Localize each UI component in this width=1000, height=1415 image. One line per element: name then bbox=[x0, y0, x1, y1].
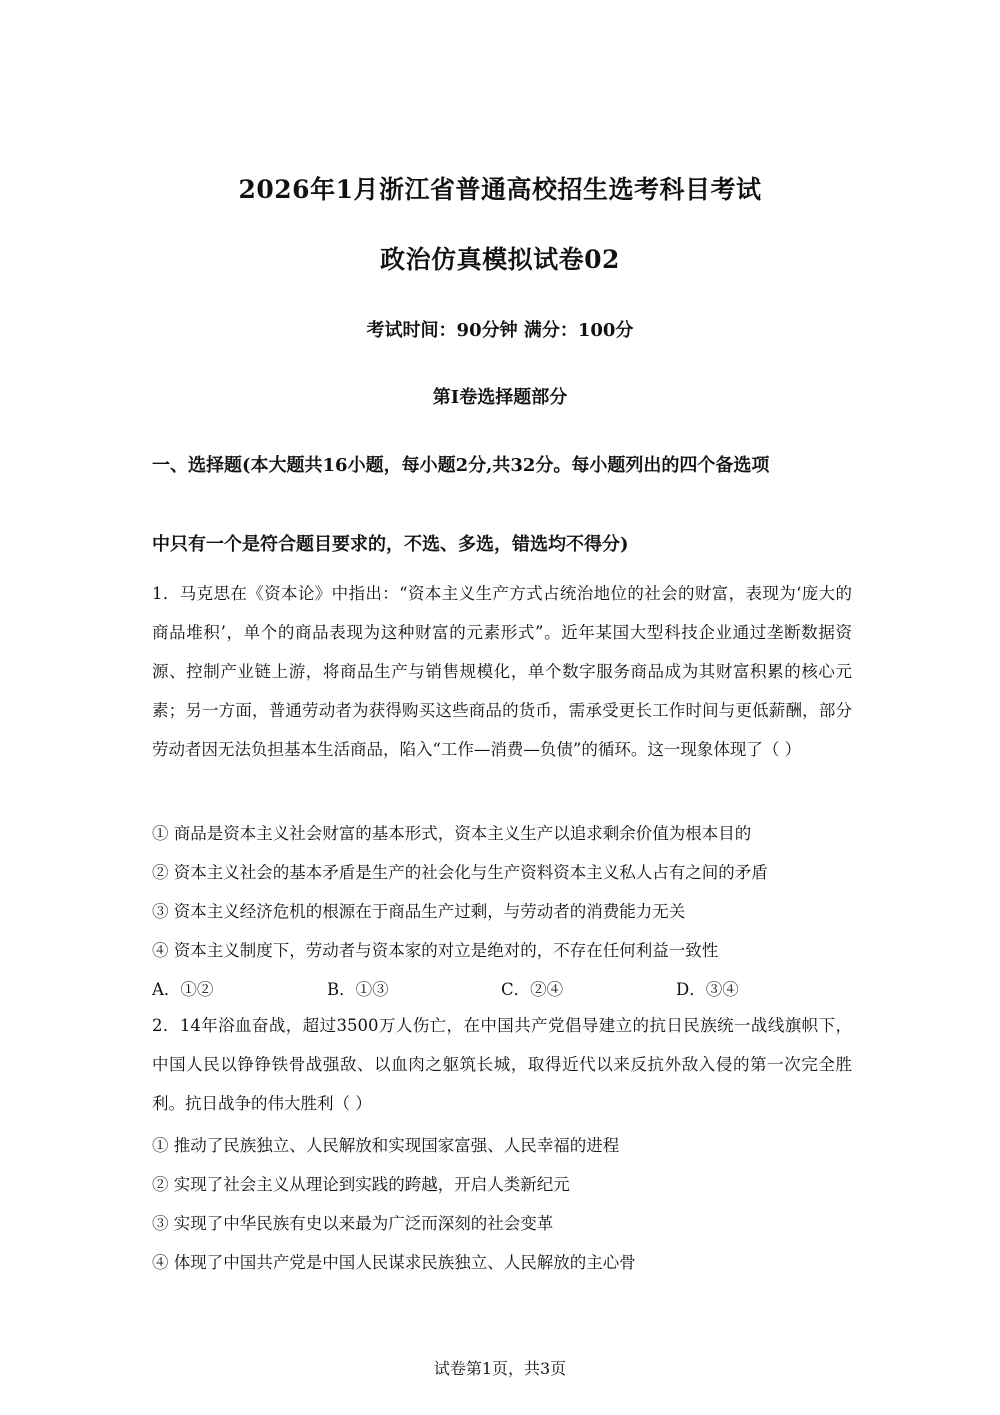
question-2-stem: 2．14年浴血奋战，超过3500万人伤亡，在中国共产党倡导建立的抗日民族统一战线旗帜下，中国人民以铮铮铁骨战强敌、以血肉之躯筑长城，取得近代以来反抗外敌入侵的第一次完全胜利。抗日战争的伟大胜利（ ） bbox=[152, 1016, 852, 1113]
question-1-option-1: ① 商品是资本主义社会财富的基本形式，资本主义生产以追求剩余价值为根本目的 bbox=[152, 824, 752, 843]
question-1-choice-d: D．③④ bbox=[676, 980, 739, 999]
exam-title: 2026年1月浙江省普通高校招生选考科目考试 bbox=[238, 175, 762, 204]
question-1-choice-a: A．①② bbox=[152, 980, 214, 999]
question-1-option-3: ③ 资本主义经济危机的根源在于商品生产过剩，与劳动者的消费能力无关 bbox=[152, 902, 686, 921]
exam-subtitle: 政治仿真模拟试卷02 bbox=[380, 245, 620, 274]
exam-time-info: 考试时间：90分钟 满分：100分 bbox=[366, 320, 634, 341]
question-1-choice-b: B．①③ bbox=[327, 980, 389, 999]
volume-label: 第Ⅰ卷选择题部分 bbox=[432, 387, 568, 408]
question-2-option-2: ② 实现了社会主义从理论到实践的跨越，开启人类新纪元 bbox=[152, 1175, 570, 1194]
question-2-option-3: ③ 实现了中华民族有史以来最为广泛而深刻的社会变革 bbox=[152, 1214, 554, 1233]
question-1-choice-c: C．②④ bbox=[501, 980, 564, 999]
question-1-stem: 1．马克思在《资本论》中指出：“资本主义生产方式占统治地位的社会的财富，表现为‘庞大的商品堆积’，单个的商品表现为这种财富的元素形式”。近年某国大型科技企业通过垄断数据资源、控制产业链上游，将商品生产与销售规模化，单个数字服务商品成为其财富积累的核心元素；另一方面，普通劳动者为获得购买这些商品的货币，需承受更长工作时间与更低薪酬，部分劳动者因无法负担基本生活商品，陷入“工作—消费—负债”的循环。这一现象体现了（ ） bbox=[152, 584, 852, 759]
question-1-option-4: ④ 资本主义制度下，劳动者与资本家的对立是绝对的，不存在任何利益一致性 bbox=[152, 941, 719, 960]
question-2-option-4: ④ 体现了中国共产党是中国人民谋求民族独立、人民解放的主心骨 bbox=[152, 1253, 636, 1272]
page-footer: 试卷第1页，共3页 bbox=[433, 1359, 567, 1378]
section-heading-line1: 一、选择题(本大题共16小题，每小题2分,共32分。每小题列出的四个备选项 bbox=[152, 455, 770, 476]
question-1-option-2: ② 资本主义社会的基本矛盾是生产的社会化与生产资料资本主义私人占有之间的矛盾 bbox=[152, 863, 768, 882]
question-2-option-1: ① 推动了民族独立、人民解放和实现国家富强、人民幸福的进程 bbox=[152, 1136, 620, 1155]
section-heading-line2: 中只有一个是符合题目要求的，不选、多选，错选均不得分) bbox=[152, 534, 629, 555]
